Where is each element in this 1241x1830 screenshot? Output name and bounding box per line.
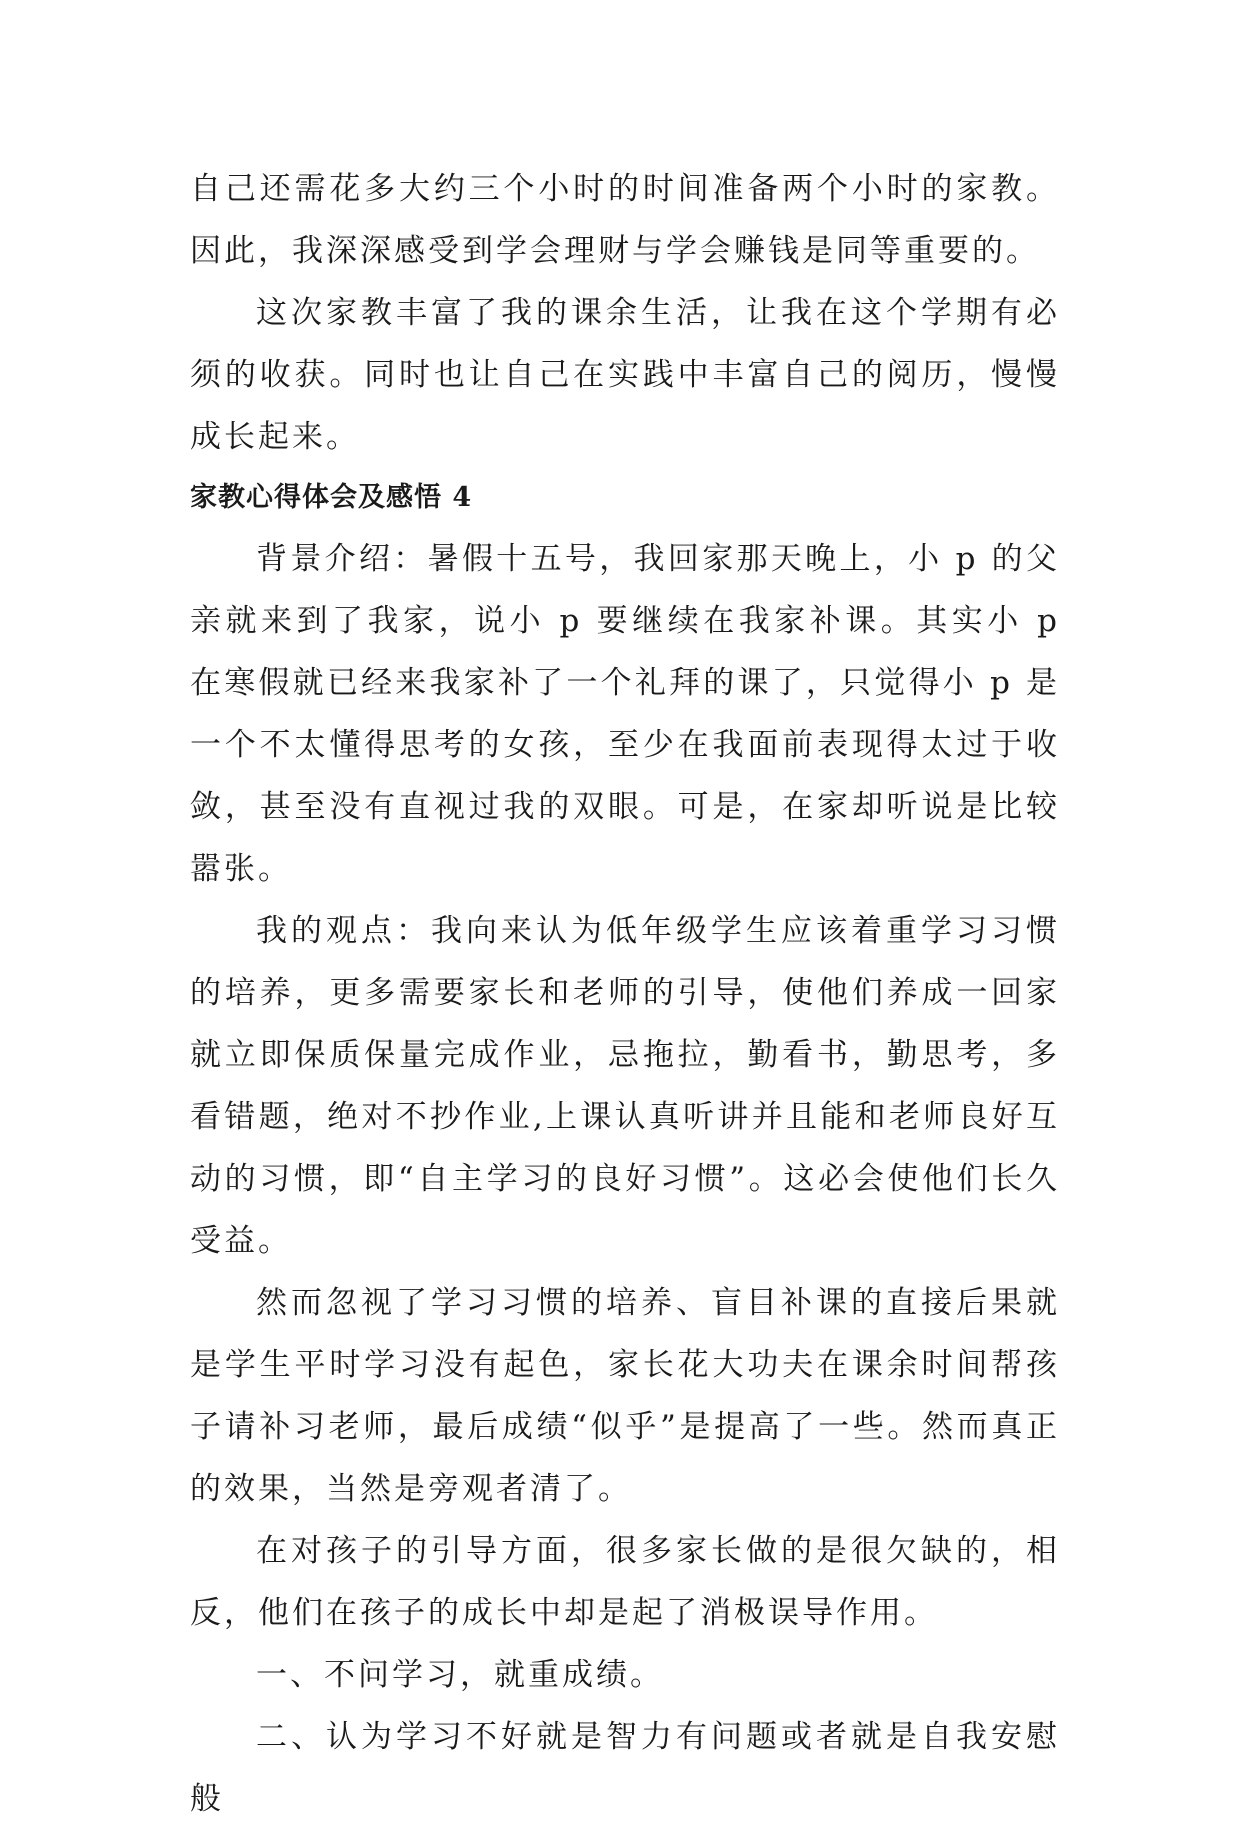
paragraph: 我的观点：我向来认为低年级学生应该着重学习习惯的培养，更多需要家长和老师的引导，使他们养成一回家就立即保质保量完成作业，忌拖拉，勤看书，勤思考，多看错题，绝对不抄作业,上课认真听讲并且能和老师良好互动的习惯，即“自主学习的良好习惯”。这必会使他们长久受益。 bbox=[190, 913, 1060, 1259]
paragraph: 然而忽视了学习习惯的培养、盲目补课的直接后果就是学生平时学习没有起色，家长花大功夫在课余时间帮孩子请补习老师，最后成绩“似乎”是提高了一些。然而真正的效果，当然是旁观者清了。 bbox=[190, 1285, 1060, 1507]
list-item: 二、认为学习不好就是智力有问题或者就是自我安慰般 bbox=[190, 1719, 1060, 1817]
paragraph: 自己还需花多大约三个小时的时间准备两个小时的家教。因此，我深深感受到学会理财与学会赚钱是同等重要的。 bbox=[190, 171, 1060, 269]
paragraph: 背景介绍：暑假十五号，我回家那天晚上，小 p 的父亲就来到了我家，说小 p 要继续在我家补课。其实小 p 在寒假就已经来我家补了一个礼拜的课了，只觉得小 p 是一个不太懂得思考的女孩，至少在我面前表现得太过于收敛，甚至没有直视过我的双眼。可是，在家却听说是比较嚣张。 bbox=[190, 541, 1060, 887]
paragraph: 这次家教丰富了我的课余生活，让我在这个学期有必须的收获。同时也让自己在实践中丰富自己的阅历，慢慢成长起来。 bbox=[190, 295, 1060, 455]
list-item: 一、不问学习，就重成绩。 bbox=[256, 1657, 664, 1693]
document-body bbox=[190, 158, 1060, 1830]
paragraph: 在对孩子的引导方面，很多家长做的是很欠缺的，相反，他们在孩子的成长中却是起了消极误导作用。 bbox=[190, 1533, 1060, 1631]
section-heading: 家教心得体会及感悟 4 bbox=[190, 482, 473, 513]
